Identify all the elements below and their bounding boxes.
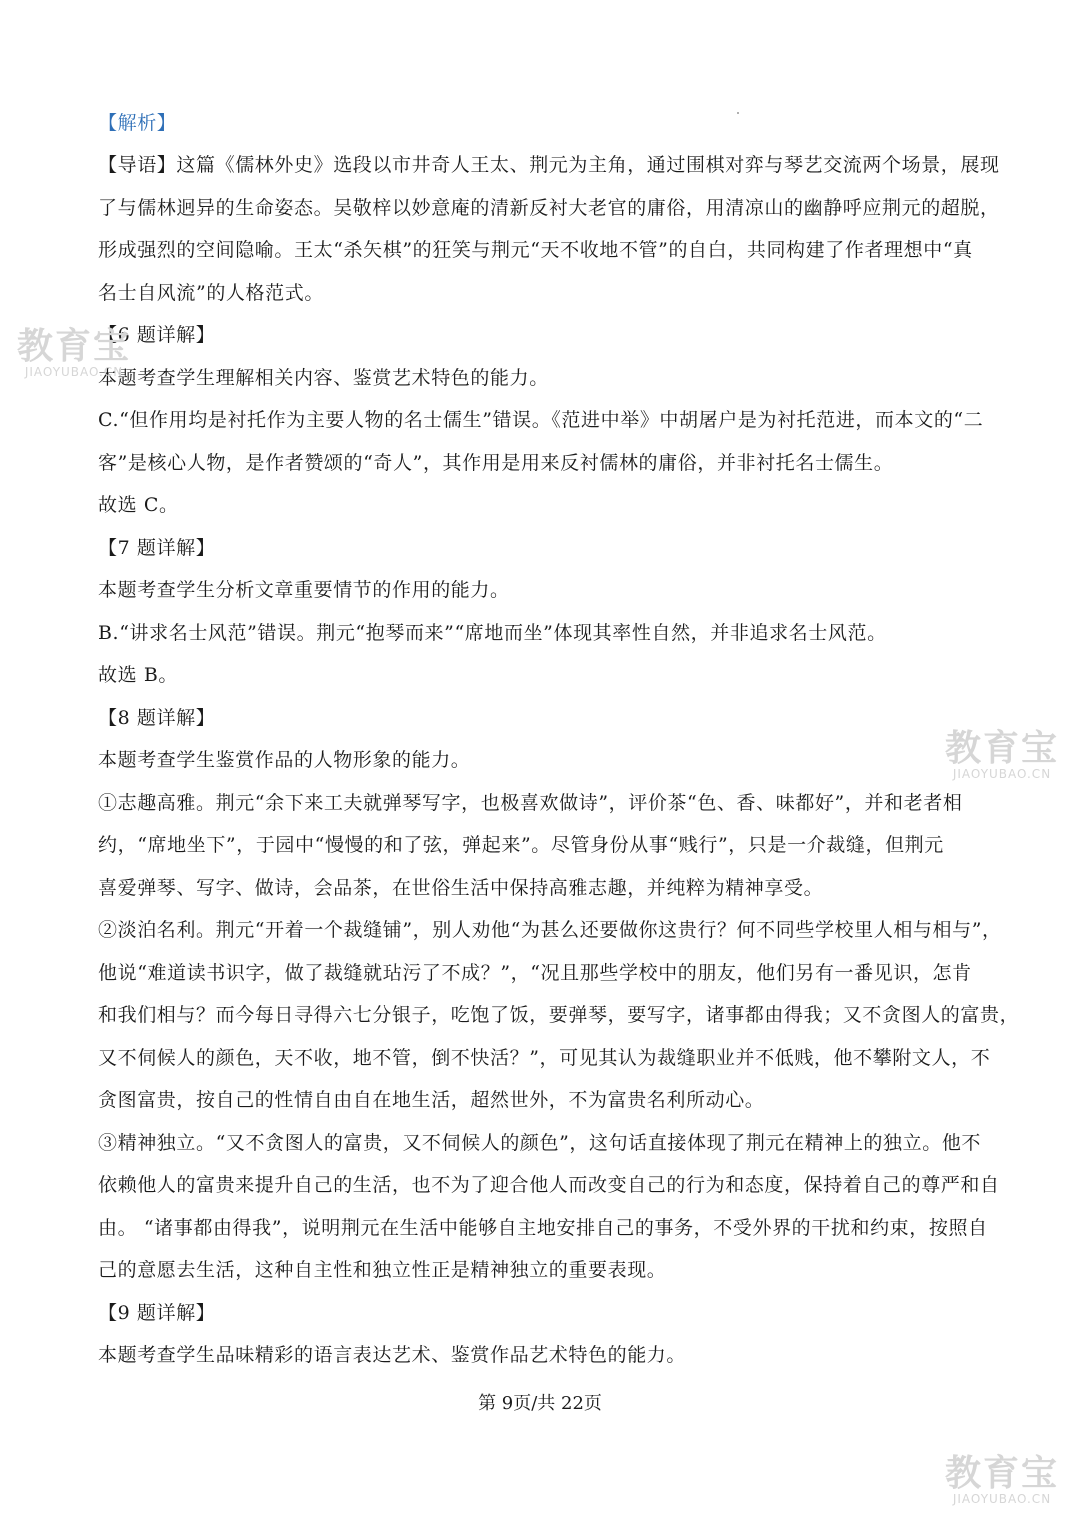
q8-line-7: 和我们相与？而今每日寻得六七分银子，吃饱了饭，要弹琴，要写字，诸事都由得我；又不贪图人的富贵，	[98, 1004, 1020, 1026]
q8-line-3: 约，“席地坐下”，于园中“慢慢的和了弦，弹起来”。尽管身份从事“贱行”，只是一介裁缝，但荆元	[98, 834, 944, 856]
q6-line-3: 客”是核心人物，是作者赞颂的“奇人”，其作用是用来反衬儒林的庸俗，并非衬托名士儒生。	[98, 452, 894, 474]
q8-line-9: 贪图富贵，按自己的性情自由自在地生活，超然世外，不为富贵名利所动心。	[98, 1089, 765, 1111]
intro-line-4: 名士自风流”的人格范式。	[98, 282, 324, 304]
q8-line-10: ③精神独立。“又不贪图人的富贵，又不伺候人的颜色”，这句话直接体现了荆元在精神上的独立。他不	[98, 1132, 982, 1154]
q8-line-8: 又不伺候人的颜色，天不收，地不管，倒不快活？”，可见其认为裁缝职业并不低贱，他不攀附文人，不	[98, 1047, 991, 1069]
q8-heading: 【8 题详解】	[98, 707, 216, 729]
q8-line-13: 己的意愿去生活，这种自主性和独立性正是精神独立的重要表现。	[98, 1259, 667, 1281]
intro-line-1: 【导语】这篇《儒林外史》选段以市井奇人王太、荆元为主角，通过围棋对弈与琴艺交流两个场景，展现	[98, 154, 1000, 176]
watermark-title: 教育宝	[944, 1453, 1059, 1494]
watermark-right-middle	[940, 730, 1064, 780]
analysis-heading: 【解析】	[98, 112, 177, 134]
q8-line-5: ②淡泊名利。荆元“开着一个裁缝铺”，别人劝他“为甚么还要做你这贵行？何不同些学校里人相与相与”，	[98, 919, 1002, 941]
q8-line-11: 依赖他人的富贵来提升自己的生活，也不为了迎合他人而改变自己的行为和态度，保持着自己的尊严和自	[98, 1174, 1000, 1196]
q7-line-1: 本题考查学生分析文章重要情节的作用的能力。	[98, 579, 510, 601]
q6-line-1: 本题考查学生理解相关内容、鉴赏艺术特色的能力。	[98, 367, 549, 389]
q8-line-12: 由。 “诸事都由得我”，说明荆元在生活中能够自主地安排自己的事务，不受外界的干扰和约束，按照自	[98, 1217, 988, 1239]
q8-line-1: 本题考查学生鉴赏作品的人物形象的能力。	[98, 749, 471, 771]
q6-line-2: C.“但作用均是衬托作为主要人物的名士儒生”错误。《范进中举》中胡屠户是为衬托范进，而本文的“二	[98, 409, 984, 431]
q7-line-2: B.“讲求名士风范”错误。荆元“抱琴而来”“席地而坐”体现其率性自然，并非追求名士风范。	[98, 622, 887, 644]
q7-heading: 【7 题详解】	[98, 537, 216, 559]
q7-line-3: 故选 B。	[98, 664, 179, 686]
watermark-url: JIAOYUBAO.CN	[952, 1492, 1052, 1506]
q8-line-2: ①志趣高雅。荆元“余下来工夫就弹琴写字，也极喜欢做诗”，评价茶“色、香、味都好”，并和老者相	[98, 792, 963, 814]
watermark-title: 教育宝	[944, 728, 1059, 769]
q6-heading: 【6 题详解】	[98, 324, 216, 346]
watermark-url: JIAOYUBAO.CN	[952, 767, 1052, 781]
page-footer: 第 9页/共 22页	[478, 1393, 602, 1414]
q9-line-1: 本题考查学生品味精彩的语言表达艺术、鉴赏作品艺术特色的能力。	[98, 1344, 687, 1366]
watermark-url: JIAOYUBAO.CN	[24, 365, 124, 379]
q6-line-4: 故选 C。	[98, 494, 179, 516]
intro-line-2: 了与儒林迥异的生命姿态。吴敬梓以妙意庵的清新反衬大老官的庸俗，用清凉山的幽静呼应荆元的超脱，	[98, 197, 1000, 219]
intro-line-3: 形成强烈的空间隐喻。王太“杀矢棋”的狂笑与荆元“天不收地不管”的自白，共同构建了作者理想中“真	[98, 239, 973, 261]
q8-line-6: 他说“难道读书识字，做了裁缝就玷污了不成？”，“况且那些学校中的朋友，他们另有一番见识，怎肯	[98, 962, 972, 984]
watermark-title: 教育宝	[16, 326, 131, 367]
q9-heading: 【9 题详解】	[98, 1302, 216, 1324]
watermark-left	[14, 328, 134, 378]
q8-line-4: 喜爱弹琴、写字、做诗，会品茶，在世俗生活中保持高雅志趣，并纯粹为精神享受。	[98, 877, 824, 899]
watermark-right-bottom	[940, 1455, 1064, 1505]
